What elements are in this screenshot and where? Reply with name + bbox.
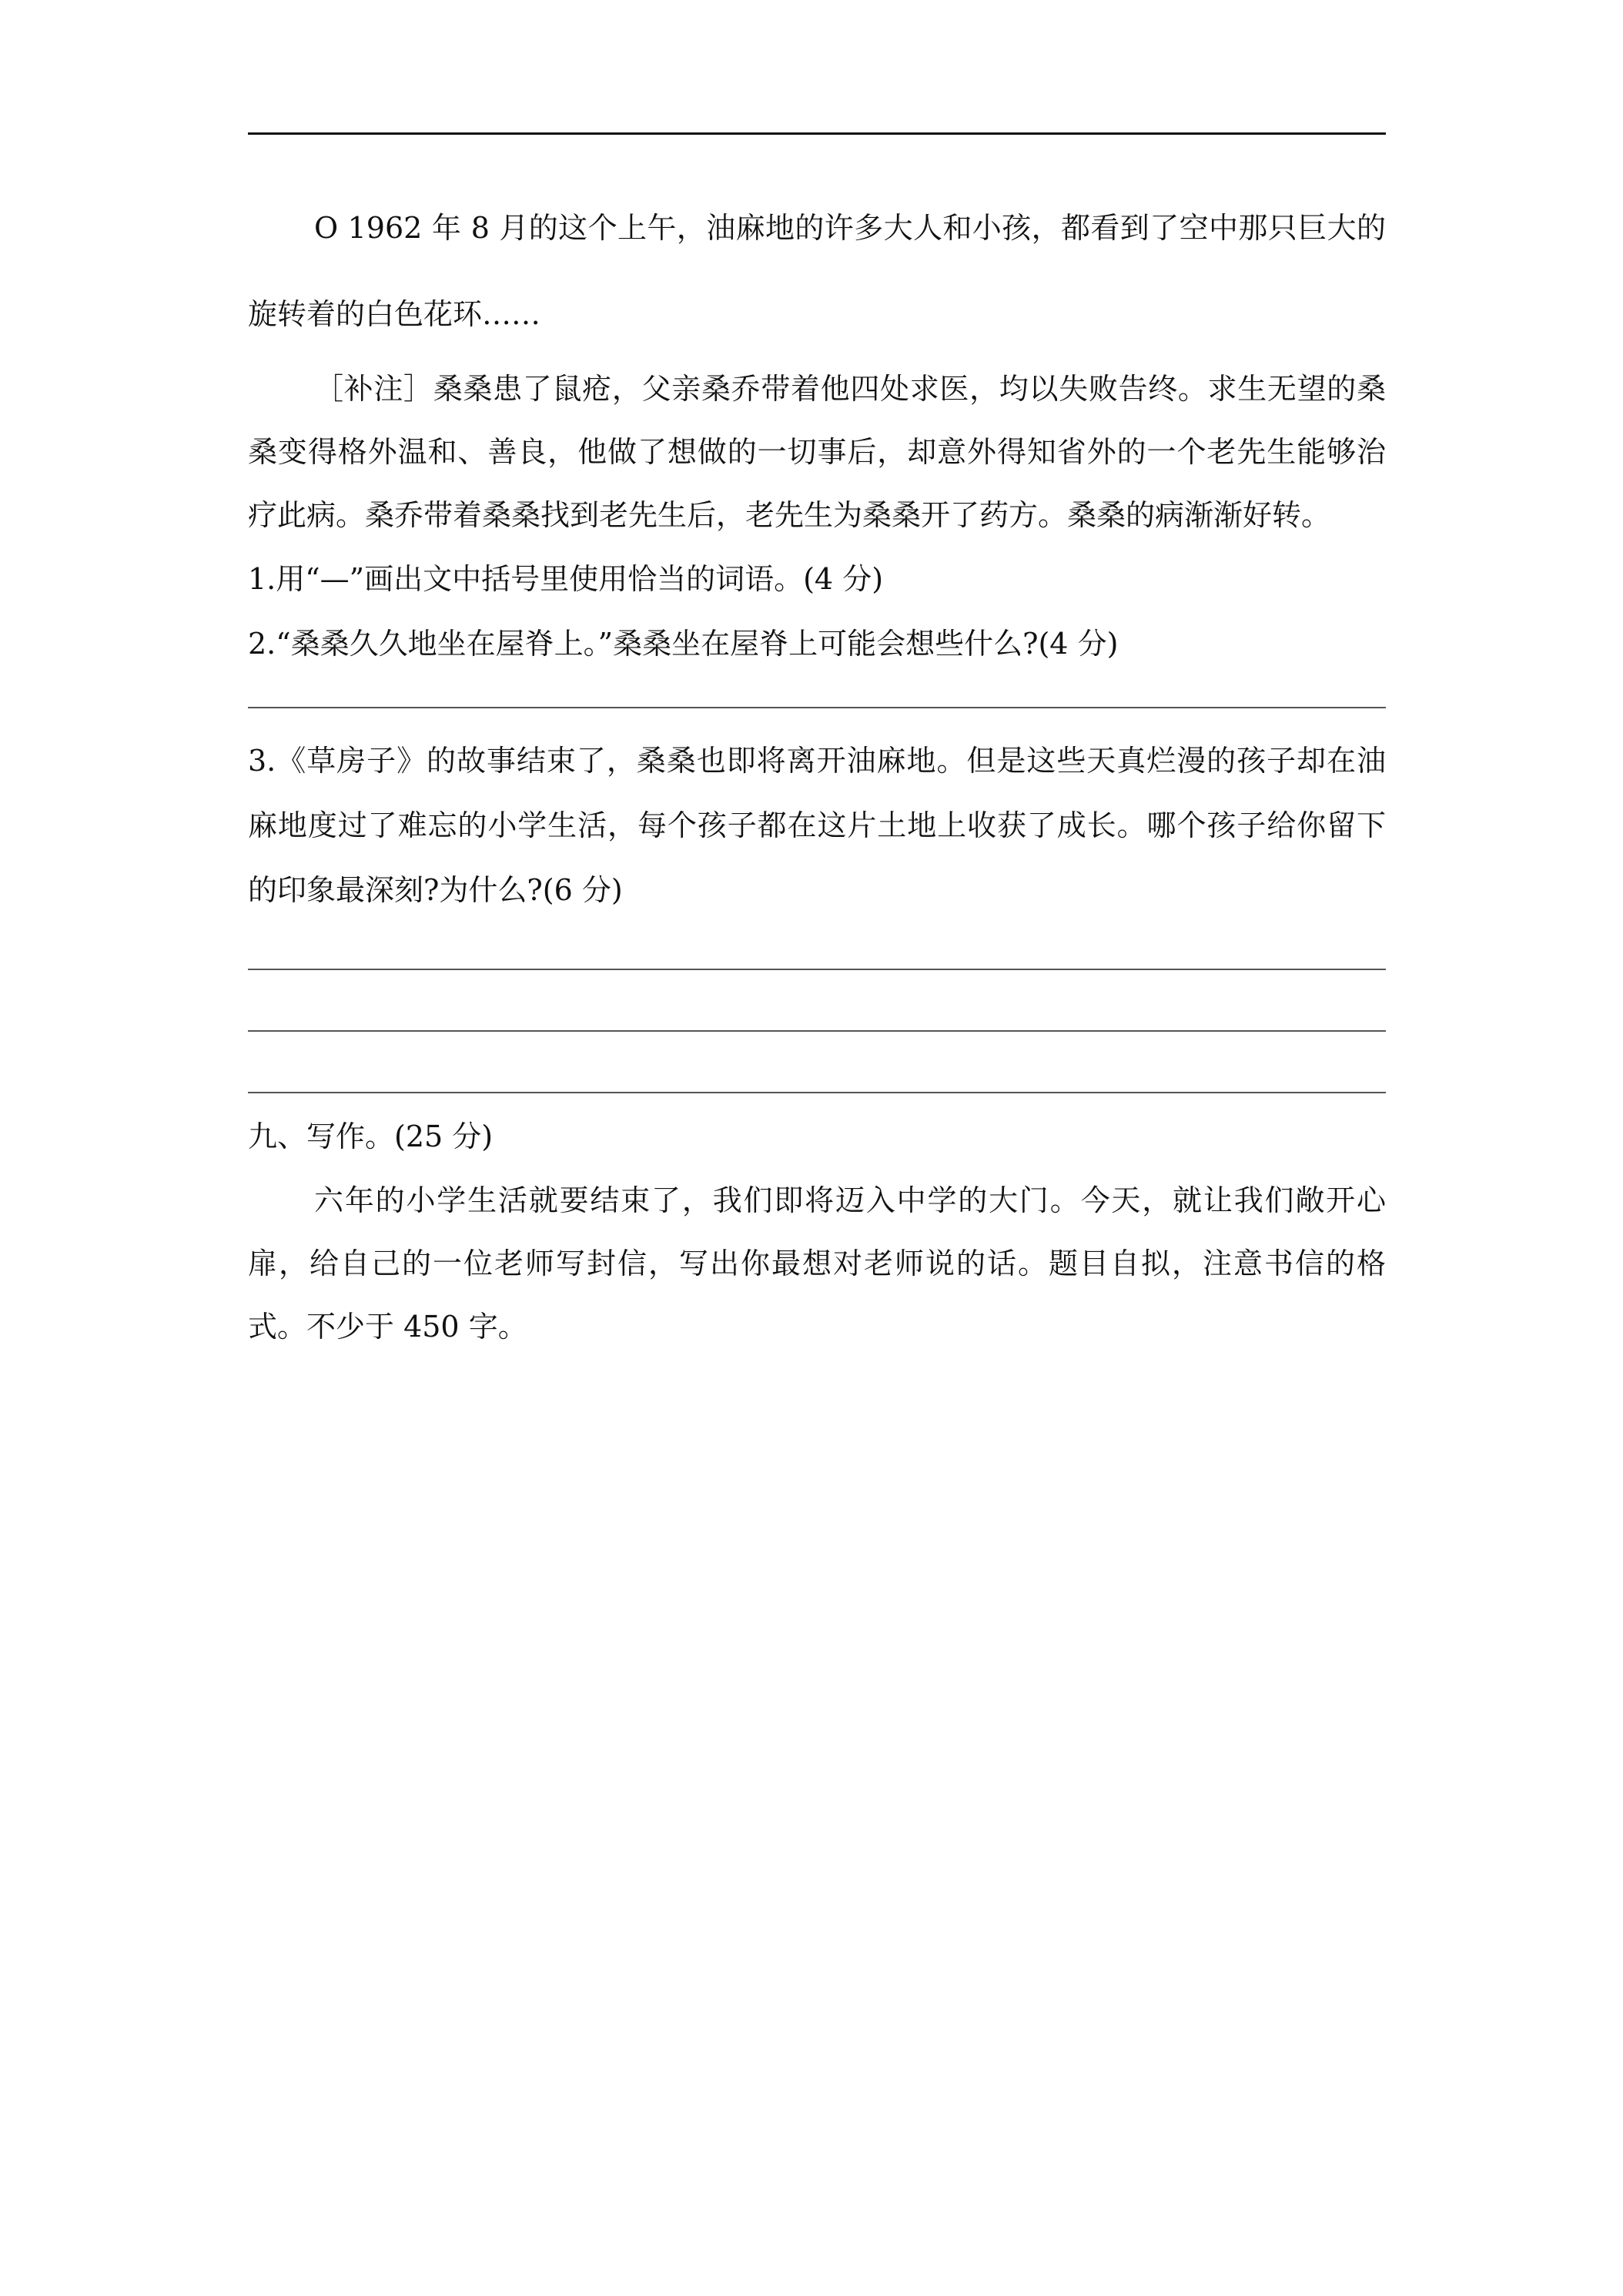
question-2: 2.“桑桑久久地坐在屋脊上。”桑桑坐在屋脊上可能会想些什么?(4 分) bbox=[248, 627, 1119, 661]
passage-note: ［补注］桑桑患了鼠疮，父亲桑乔带着他四处求医，均以失败告终。求生无望的桑桑变得格外温和、善良，他做了想做的一切事后，却意外得知省外的一个老先生能够治疗此病。桑乔带着桑桑找到老先生后，老先生为桑桑开了药方。桑桑的病渐渐好转。 bbox=[248, 372, 1386, 532]
writing-section-title: 九、写作。(25 分) bbox=[248, 1120, 494, 1153]
question-3: 3.《草房子》的故事结束了，桑桑也即将离开油麻地。但是这些天真烂漫的孩子却在油麻地度过了难忘的小学生活，每个孩子都在这片土地上收获了成长。哪个孩子给你留下的印象最深刻?为什么?(6 分) bbox=[248, 744, 1386, 907]
header-rule bbox=[248, 132, 1386, 135]
page-content bbox=[248, 185, 1386, 1358]
writing-prompt: 六年的小学生活就要结束了，我们即将迈入中学的大门。今天，就让我们敞开心扉，给自己的一位老师写封信，写出你最想对老师说的话。题目自拟，注意书信的格式。不少于 450 字。 bbox=[248, 1183, 1386, 1344]
passage-closing-paragraph: O 1962 年 8 月的这个上午，油麻地的许多大人和小孩，都看到了空中那只巨大的旋转着的白色花环…… bbox=[248, 211, 1386, 331]
question-1: 1.用“—”画出文中括号里使用恰当的词语。(4 分) bbox=[248, 562, 884, 596]
